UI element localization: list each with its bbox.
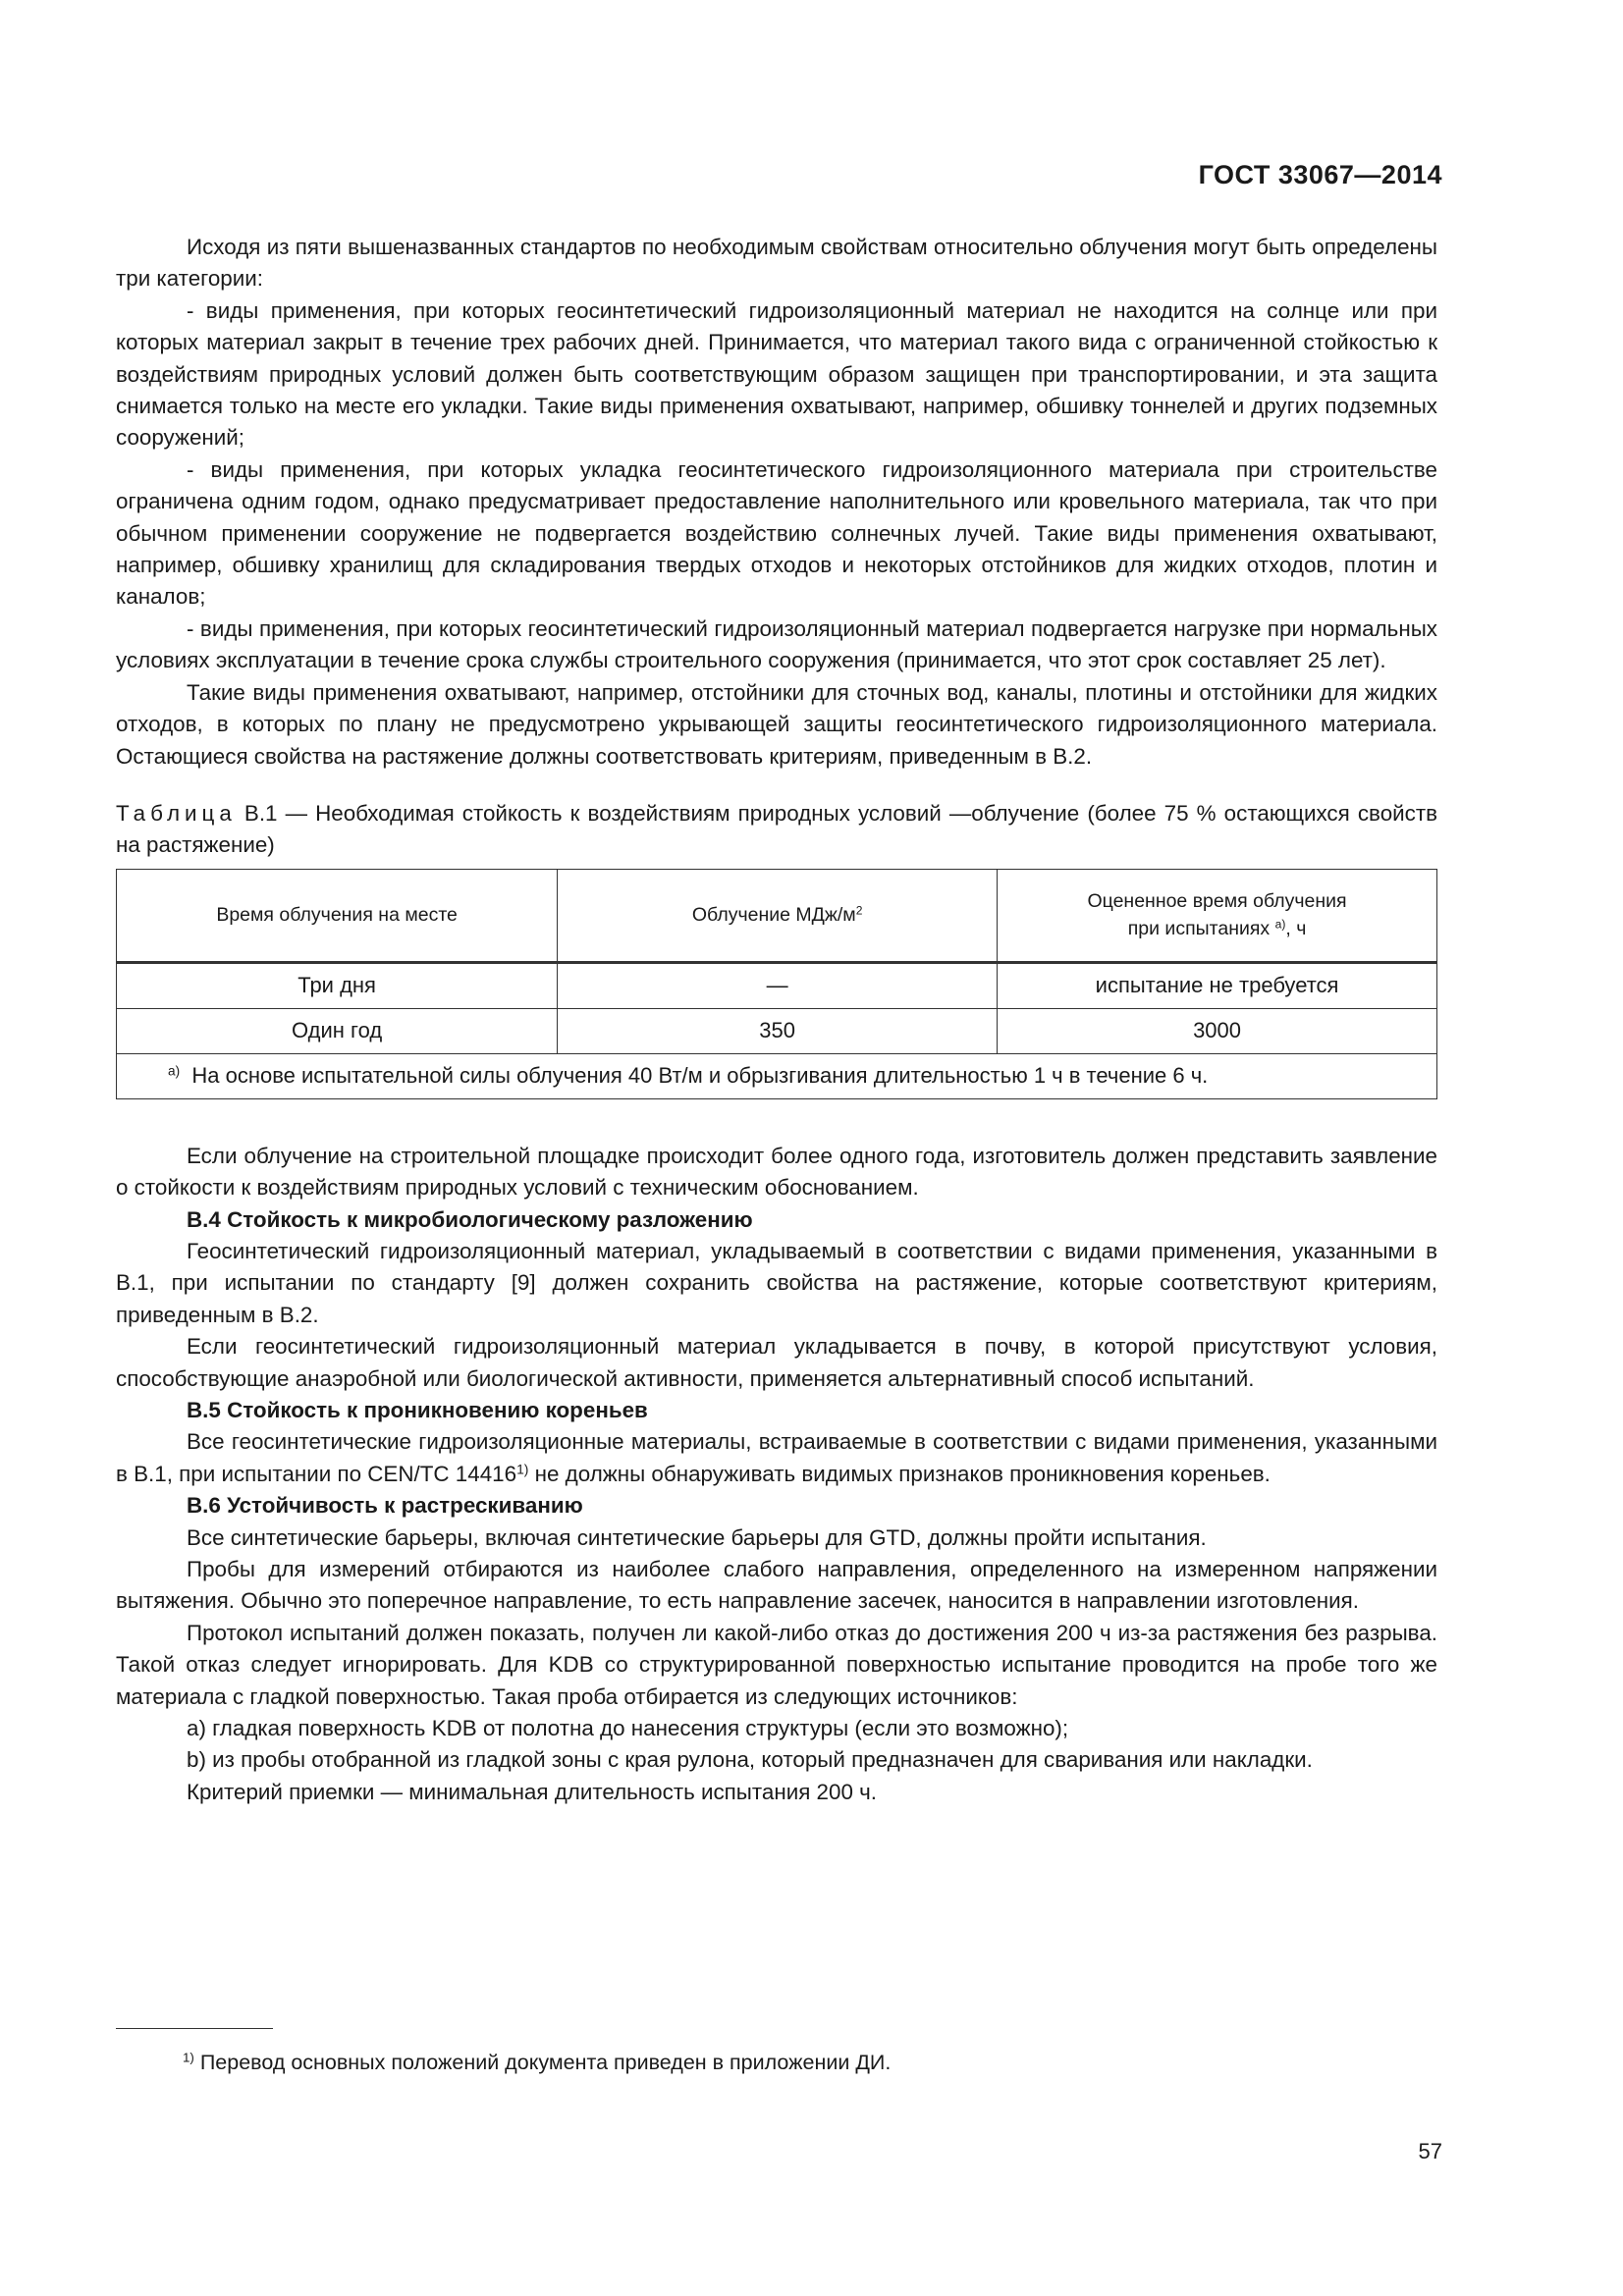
radiation-table (116, 869, 1437, 1099)
list-item-a: a) гладкая поверхность KDB от полотна до нанесения структуры (если это возможно); (187, 1716, 1069, 1741)
b6-paragraph-4: Критерий приемки — минимальная длительность испытания 200 ч. (187, 1779, 878, 1804)
table-row (117, 1008, 1437, 1053)
b6-paragraph-2: Пробы для измерений отбираются из наиболее слабого направления, определенного на измеренном напряжении вытяжения. Обычно это поперечное направление, то есть направление засечек, наносится в направлении изготовления. (116, 1557, 1437, 1614)
after-table-paragraph: Если облучение на строительной площадке происходит более одного года, изготовитель должен представить заявление о стойкости к воздействиям природных условий с техническим обоснованием. (116, 1143, 1437, 1201)
intro-paragraph: Исходя из пяти вышеназванных стандартов по необходимым свойствам относительно облучения могут быть определены три категории: (116, 235, 1437, 292)
table-cell: Три дня (117, 962, 558, 1008)
table-row (117, 962, 1437, 1008)
table-cell: испытание не требуется (998, 962, 1437, 1008)
table-header-row (117, 869, 1437, 962)
b6-paragraph-1: Все синтетические барьеры, включая синтетические барьеры для GTD, должны пройти испытания. (187, 1524, 1207, 1550)
footnote-reference: 1) (516, 1461, 529, 1477)
page-number: 57 (1418, 2139, 1442, 2163)
table-note-row (117, 1053, 1437, 1098)
b4-paragraph-2: Если геосинтетический гидроизоляционный материал укладывается в почву, в которой присутствуют условия, способствующие анаэробной или биологической активности, применяется альтернативный способ испытаний. (116, 1334, 1437, 1391)
section-heading-b5: В.5 Стойкость к проникновению кореньев (187, 1397, 648, 1422)
section-heading-b4: В.4 Стойкость к микробиологическому разложению (187, 1206, 753, 1232)
table-cell: Один год (117, 1008, 558, 1053)
table-header-cell: Облучение МДж/$м^2$ (558, 869, 998, 962)
table-header-cell: Оцененное время облучения при испытаниях $^{a)}$, ч (998, 869, 1437, 962)
category-item-2: - виды применения, при которых укладка геосинтетического гидроизоляционного материала при строительстве ограничена одним годом, однако предусматривает предоставление наполнительного или кровельного материала, так что при обычном применении сооружение не подвергается воздействию солнечных лучей. Такие виды применения охватывают, например, обшивку хранилищ для складирования твердых отходов и некоторых отстойников для жидких отходов, плотин и каналов; (116, 456, 1437, 610)
table-cell: 3000 (998, 1008, 1437, 1053)
list-item-b: b) из пробы отобранной из гладкой зоны с края рулона, который предназначен для сваривания или накладки. (187, 1747, 1313, 1773)
table-cell: 350 (558, 1008, 998, 1053)
b5-paragraph: Все геосинтетические гидроизоляционные материалы, встраиваемые в соответствии с видами применения, указанными в В.1, при испытании по CEN/TC 14416$^{1)}$ не должны обнаруживать видимых признаков проникновения кореньев. (116, 1429, 1437, 1486)
category-item-1: - виды применения, при которых геосинтетический гидроизоляционный материал не находится на солнце или при которых материал закрыт в течение трех рабочих дней. Принимается, что материал такого вида с ограниченной стойкостью к воздействиям природных условий должен быть соответствующим образом защищен при транспортировании, и эта защита снимается только на месте его укладки. Такие виды применения охватывают, например, обшивку тоннелей и других подземных сооружений; (116, 297, 1437, 451)
table-header-cell: Время облучения на месте (117, 869, 558, 962)
b4-paragraph-1: Геосинтетический гидроизоляционный материал, укладываемый в соответствии с видами применения, указанными в В.1, при испытании по стандарту [9] должен сохранить свойства на растяжение, которые соответствуют критериям, приведенным в В.2. (116, 1238, 1437, 1327)
category-item-3: - виды применения, при которых геосинтетический гидроизоляционный материал подвергается нагрузке при нормальных условиях эксплуатации в течение срока службы строительного сооружения (принимается, что этот срок составляет 25 лет). (116, 615, 1437, 673)
table-caption-text: В.1 — Необходимая стойкость к воздействиям природных условий —облучение (более 75 % остающихся свойств на растяжение) (116, 800, 1437, 858)
main-content (116, 232, 1437, 1808)
table-cell: — (558, 962, 998, 1008)
b6-paragraph-3: Протокол испытаний должен показать, получен ли какой-либо отказ до достижения 200 ч из-за растяжения без разрыва. Такой отказ следует игнорировать. Для KDB со структурированной поверхностью испытание проводится на пробе того же материала с гладкой поверхностью. Такая проба отбирается из следующих источников: (116, 1620, 1437, 1709)
document-header: ГОСТ 33067—2014 (1198, 160, 1442, 189)
intro-paragraph-2: Такие виды применения охватывают, например, отстойники для сточных вод, каналы, плотины и отстойники для жидких отходов, в которых по плану не предусмотрено укрывающей защиты геосинтетического гидроизоляционного материала. Остающиеся свойства на растяжение должны соответствовать критериям, приведенным в В.2. (116, 679, 1437, 769)
footnote-divider (116, 2028, 273, 2029)
section-heading-b6: В.6 Устойчивость к растрескиванию (187, 1493, 583, 1519)
table-caption-label: Таблица (116, 800, 237, 826)
table-note: $^{a)}$ На основе испытательной силы облучения 40 Вт/м и обрызгивания длительностью 1 ч в течение 6 ч. (117, 1053, 1437, 1098)
table-caption (116, 798, 1437, 862)
footnote: $^{1)}$ Перевод основных положений документа приведен в приложении ДИ. (183, 2050, 892, 2074)
